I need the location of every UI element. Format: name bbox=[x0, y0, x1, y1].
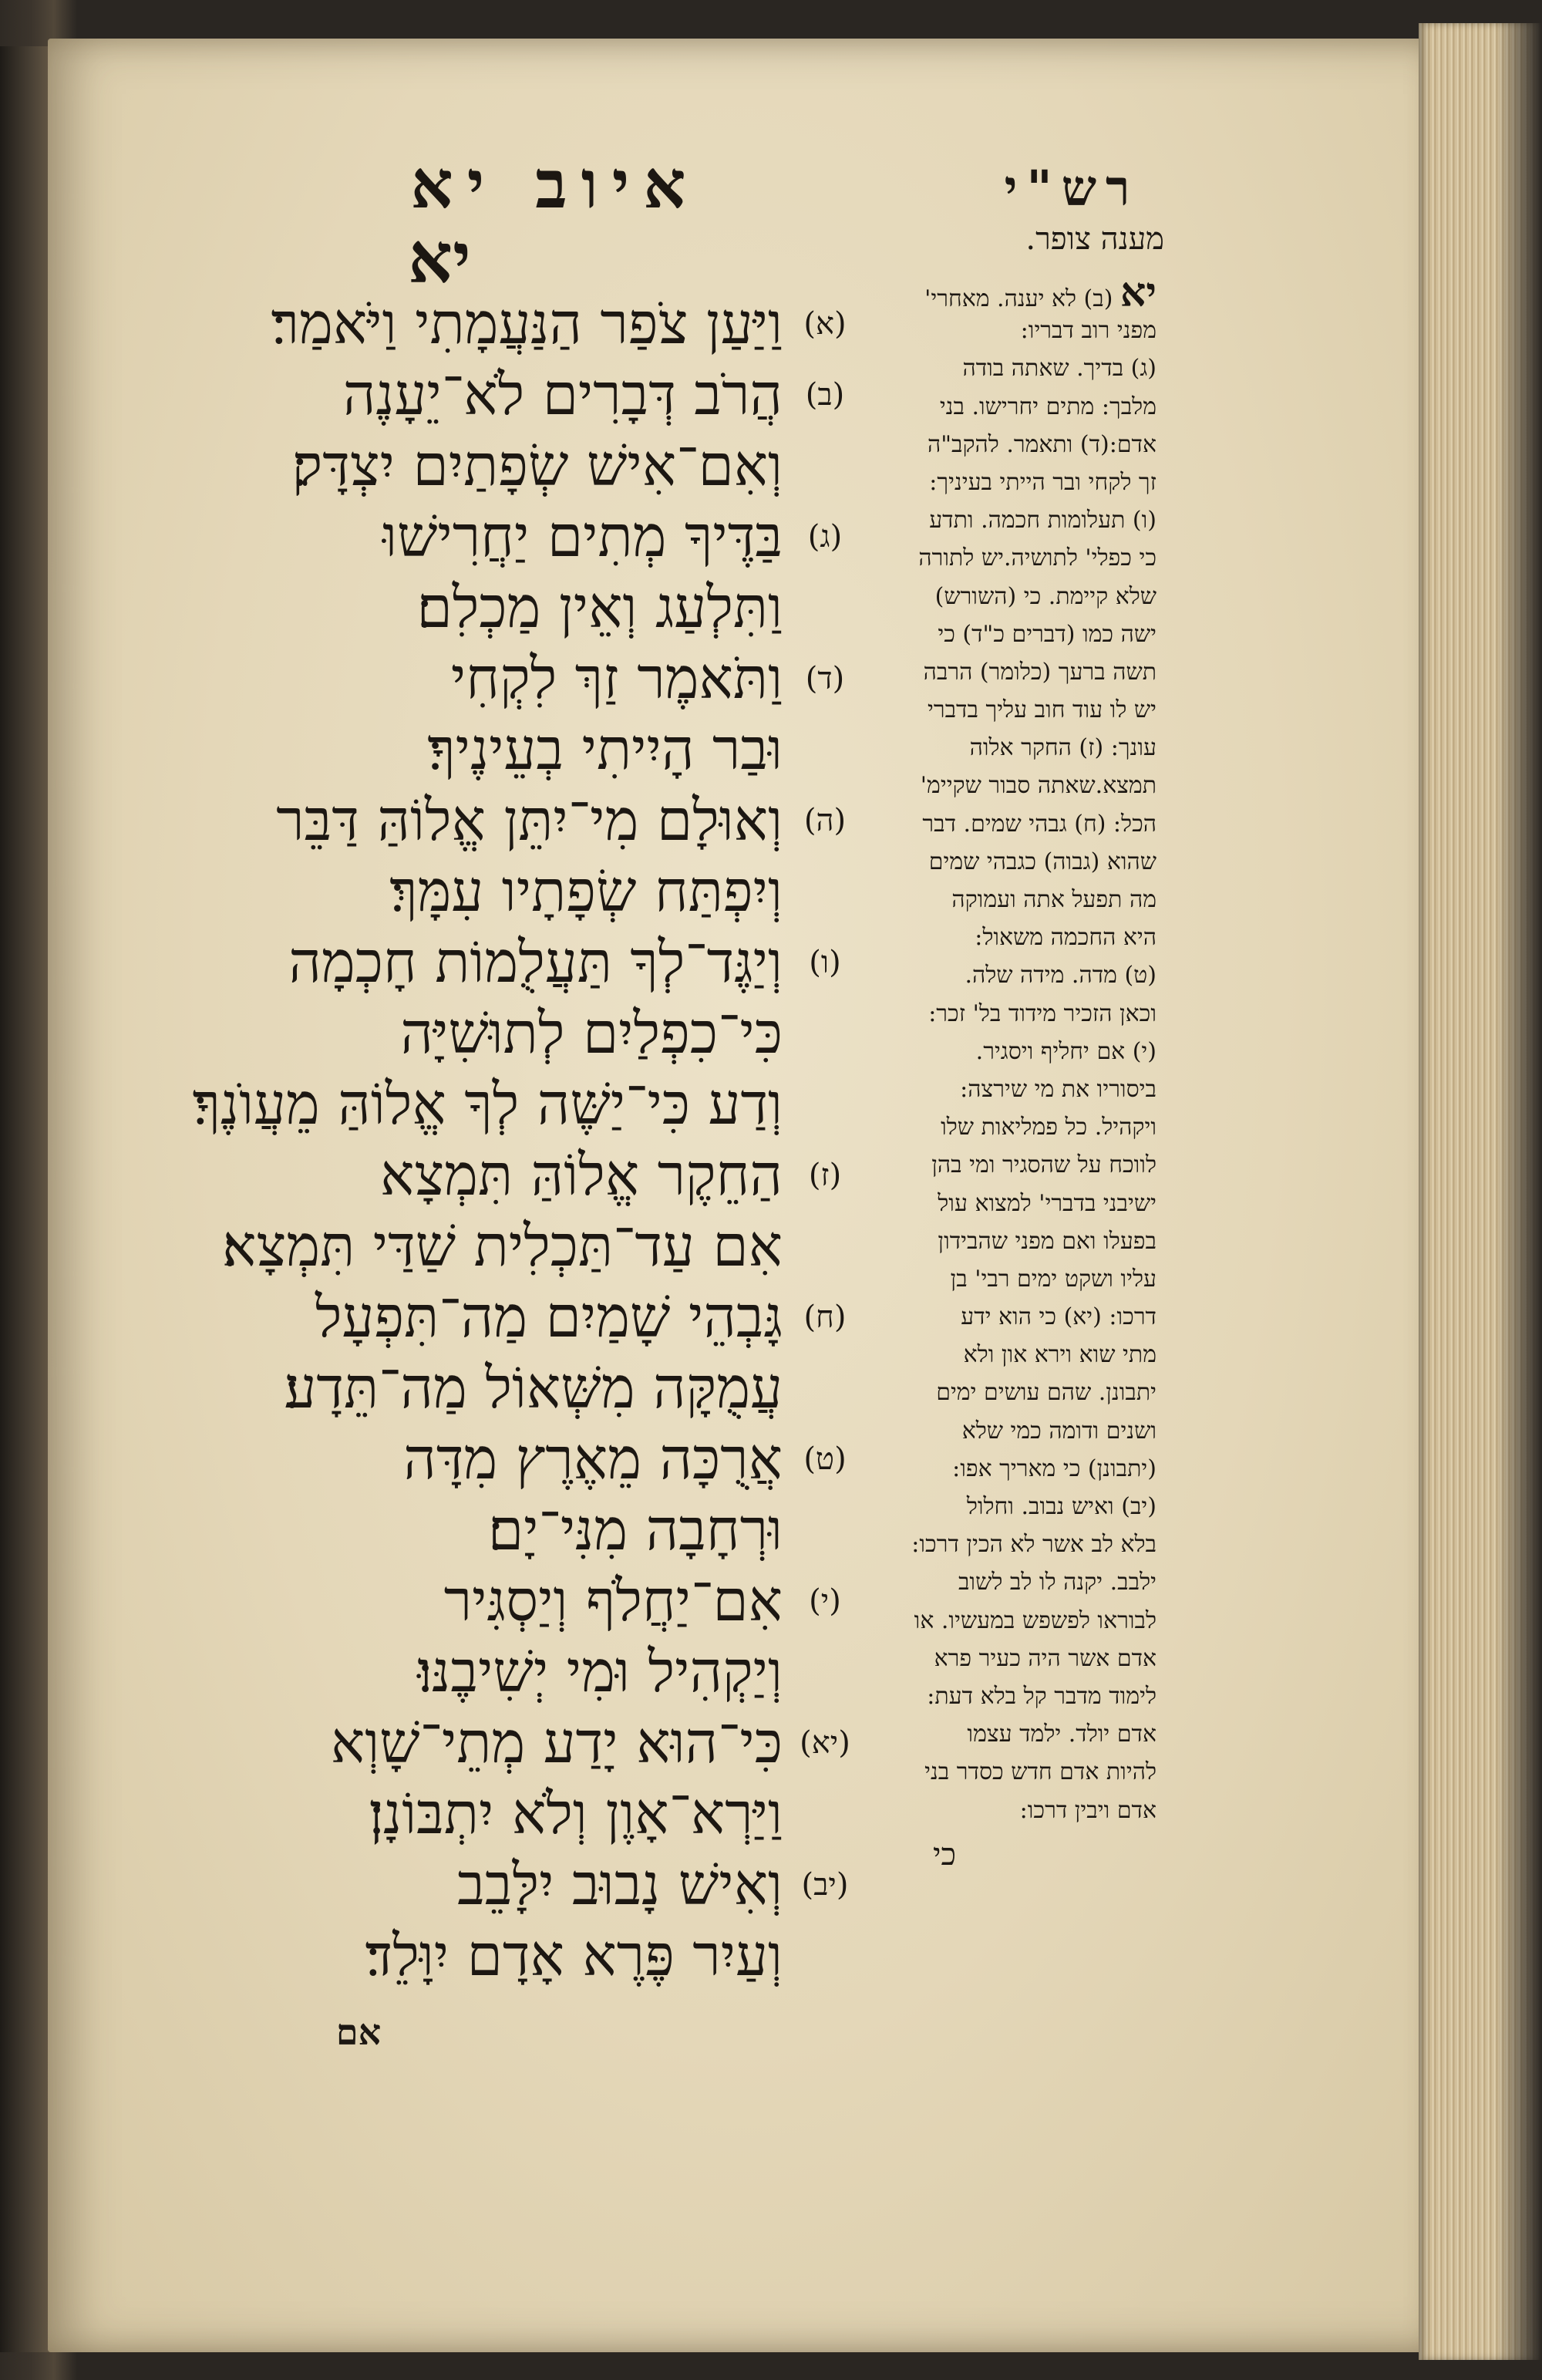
commentary-line: מה תפעל אתה ועמוקה bbox=[951, 886, 1156, 913]
commentary-chapter-ref: יא bbox=[1119, 274, 1156, 312]
commentary-line bbox=[891, 274, 1156, 312]
commentary-line: לימוד מדבר קל בלא דעת: bbox=[927, 1682, 1156, 1710]
verse-number: (י) bbox=[809, 1583, 841, 1619]
page-stack-edge bbox=[1419, 23, 1542, 2360]
verse-number: (ז) bbox=[808, 1158, 842, 1193]
verse-text: וּרְחָבָה מִנִּי־יָם׃ bbox=[487, 1497, 783, 1563]
verse-line bbox=[73, 1492, 867, 1569]
commentary-line: הכל: (ח) גבהי שמים. דבר bbox=[922, 810, 1156, 838]
commentary-line: כי כפלי' לתושיה.יש לתורה bbox=[918, 544, 1156, 572]
commentary-line: (י) אם יחליף ויסגיר. bbox=[975, 1037, 1156, 1065]
commentary-line: שהוא (גבוה) כגבהי שמים bbox=[928, 848, 1156, 875]
verse-text: כִּי־כִפְלַיִם לְתוּשִׁיָּה bbox=[400, 1000, 783, 1067]
verse-line bbox=[73, 1704, 867, 1782]
signature-mark: אם bbox=[335, 2011, 382, 2053]
chapter-number: יא bbox=[408, 217, 471, 299]
verse-text: עֲמֻקָּה מִשְּׁאוֹל מַה־תֵּדָע׃ bbox=[284, 1355, 783, 1421]
verse-number: (ח) bbox=[803, 1300, 847, 1335]
verse-text: וְאוּלָם מִי־יִתֵּן אֱלוֹהַּ דַּבֵּר bbox=[276, 787, 783, 854]
verse-line bbox=[73, 995, 867, 1072]
verse-line bbox=[73, 285, 867, 362]
commentary-line: ויקהיל. כל פמליאות שלו bbox=[941, 1114, 1156, 1141]
commentary-line: אדם אשר היה כעיר פרא bbox=[934, 1644, 1156, 1672]
verse-line bbox=[73, 924, 867, 1001]
commentary-line: יש לו עוד חוב עליך בדברי bbox=[927, 696, 1156, 724]
verse-line bbox=[73, 1775, 867, 1852]
commentary-line: (ו) תעלומות חכמה. ותדע bbox=[929, 507, 1156, 534]
verse-text: גָּבְהֵי שָׁמַיִם מַה־תִּפְעָל bbox=[315, 1284, 783, 1350]
verse-number: (א) bbox=[803, 306, 847, 342]
commentary-line: עליו ושקט ימים רבי' בן bbox=[950, 1265, 1156, 1293]
verse-text: וְאִם־אִישׁ שְׂפָתַיִם יִצְדָּק׃ bbox=[291, 433, 783, 499]
commentary-heading: מענה צופר. bbox=[1025, 221, 1164, 257]
commentary-line: מתי שוא וירא און ולא bbox=[963, 1341, 1156, 1369]
verse-line bbox=[73, 711, 867, 788]
verse-line bbox=[73, 1917, 867, 1994]
verse-line bbox=[73, 853, 867, 930]
verse-text: וַיַּרְא־אָוֶן וְלֹא יִתְבּוֹנָן׃ bbox=[369, 1781, 783, 1847]
verse-line bbox=[73, 1846, 867, 1923]
commentary-line: אדם יולד. ילמד עצמו bbox=[967, 1721, 1156, 1748]
commentary-line: בפעלו ואם מפני שהבידון bbox=[938, 1227, 1156, 1255]
verse-number: (ד) bbox=[805, 661, 845, 696]
verse-text: אֲרֻכָּה מֵאֶרֶץ מִדָּה bbox=[403, 1426, 783, 1492]
commentary-column bbox=[891, 274, 1156, 1878]
verse-number: (ט) bbox=[803, 1441, 847, 1477]
commentary-line: תשה ברעך (כלומר) הרבה bbox=[923, 658, 1156, 686]
verse-line bbox=[73, 427, 867, 504]
commentary-line: (ג) בדיך. שאתה בודה bbox=[962, 355, 1156, 383]
commentary-line: יתבונן. שהם עושים ימים bbox=[936, 1379, 1156, 1407]
verse-number: (יב) bbox=[801, 1867, 849, 1903]
verse-number: (יא) bbox=[800, 1725, 850, 1761]
commentary-line: זך לקחי ובר הייתי בעיניך: bbox=[929, 468, 1156, 496]
commentary-line: לבוראו לפשפש במעשיו. או bbox=[914, 1606, 1156, 1634]
commentary-line: תמצא.שאתה סבור שקיימ' bbox=[920, 772, 1156, 800]
biblical-text-column bbox=[73, 285, 867, 2005]
verse-text: וַיַּעַן צֹפַר הַנַּעֲמָתִי וַיֹּאמַר׃ bbox=[271, 291, 783, 357]
verse-line bbox=[73, 1563, 867, 1640]
commentary-line: עונך: (ז) החקר אלוה bbox=[969, 734, 1156, 762]
running-head-commentary: רש"י bbox=[1004, 160, 1140, 217]
verse-line bbox=[73, 498, 867, 575]
verse-text: וְיִפְתַּח שְׂפָתָיו עִמָּךְ׃ bbox=[389, 858, 783, 925]
commentary-line: (יב) ואיש נבוב. וחלול bbox=[966, 1493, 1156, 1520]
commentary-line: אדם ויבין דרכו: bbox=[1019, 1796, 1156, 1824]
verse-text: וּבַר הָיִיתִי בְעֵינֶיךָ׃ bbox=[427, 716, 783, 783]
verse-line bbox=[73, 640, 867, 717]
verse-text: וַתֹּאמֶר זַךְ לִקְחִי bbox=[450, 646, 783, 712]
verse-text: הַחֵקֶר אֱלוֹהַּ תִּמְצָא bbox=[379, 1142, 783, 1209]
running-head-text: איוב יא bbox=[410, 146, 700, 224]
commentary-line: ישיבני בדברי' למצוא עול bbox=[938, 1189, 1156, 1217]
commentary-line-text: (ב) לא יענה. מאחרי' bbox=[924, 285, 1113, 312]
verse-line bbox=[73, 782, 867, 859]
commentary-line: ילבב. יקנה לו לב לשוב bbox=[958, 1569, 1156, 1596]
verse-line bbox=[73, 1421, 867, 1498]
commentary-line: ישה כמו (דברים כ"ד) כי bbox=[938, 620, 1156, 648]
commentary-line: ושנים ודומה כמי שלא bbox=[961, 1417, 1156, 1445]
verse-text: וְיַגֶּד־לְךָ תַּעֲלֻמוֹת חָכְמָה bbox=[288, 929, 783, 996]
commentary-line: מלבך: מתים יחרישו. בני bbox=[939, 393, 1156, 420]
binding-edge bbox=[0, 46, 54, 2352]
commentary-line: (ט) מדה. מידה שלה. bbox=[965, 962, 1156, 989]
verse-line bbox=[73, 1350, 867, 1427]
verse-line bbox=[73, 356, 867, 433]
commentary-line: בלא לב אשר לא הכין דרכו: bbox=[911, 1531, 1156, 1559]
verse-text: אִם עַד־תַּכְלִית שַׁדַּי תִּמְצָא׃ bbox=[222, 1213, 783, 1279]
verse-line bbox=[73, 1279, 867, 1356]
verse-text: וְעַיִר פֶּרֶא אָדָם יִוָּלֵד׃ bbox=[365, 1923, 783, 1989]
verse-line bbox=[73, 1633, 867, 1711]
verse-line bbox=[73, 1137, 867, 1214]
verse-text: הֲרֹב דְּבָרִים לֹא־יֵעָנֶה bbox=[342, 362, 783, 428]
commentary-line: מפני רוב דבריו: bbox=[1020, 317, 1156, 345]
verse-text: כִּי־הוּא יָדַע מְתֵי־שָׁוְא bbox=[330, 1710, 783, 1776]
catchword: כי bbox=[932, 1837, 957, 1873]
verse-text: בַּדֶּיךָ מְתִים יַחֲרִישׁוּ bbox=[382, 504, 783, 570]
verse-text: וַתִּלְעַג וְאֵין מַכְלִם׃ bbox=[416, 575, 783, 641]
verse-text: וְאִישׁ נָבוּב יִלָּבֵב bbox=[457, 1852, 783, 1918]
commentary-line: דרכו: (יא) כי הוא ידע bbox=[961, 1303, 1156, 1331]
verse-text: אִם־יַחֲלֹף וְיַסְגִּיר bbox=[443, 1568, 783, 1634]
commentary-line: אדם:(ד) ותאמר. להקב"ה bbox=[927, 430, 1156, 458]
commentary-line: שלא קיימת. כי (השורש) bbox=[934, 582, 1156, 610]
verse-line bbox=[73, 1066, 867, 1143]
commentary-line: לווכח על שהסגיר ומי בהן bbox=[931, 1151, 1156, 1179]
verse-number: (ה) bbox=[803, 803, 847, 838]
verse-line bbox=[73, 569, 867, 646]
verse-line bbox=[73, 1208, 867, 1285]
commentary-line: וכאן הזכיר מידוד בל' זכר: bbox=[928, 1000, 1156, 1027]
verse-number: (ו) bbox=[809, 945, 841, 980]
verse-text: וְדַע כִּי־יַשֶּׁה לְךָ אֱלוֹהַּ מֵעֲוֺנֶךָ׃ bbox=[192, 1071, 783, 1138]
commentary-line: (יתבונן) כי מאריך אפו: bbox=[952, 1455, 1156, 1482]
verse-number: (ג) bbox=[807, 519, 843, 555]
commentary-line: היא החכמה משאול: bbox=[975, 924, 1156, 952]
commentary-line: ביסוריו את מי שירצה: bbox=[960, 1075, 1156, 1103]
verse-number: (ב) bbox=[805, 377, 845, 413]
commentary-line: להיות אדם חדש כסדר בני bbox=[924, 1758, 1156, 1786]
verse-text: וְיַקְהִיל וּמִי יְשִׁיבֶנּוּ׃ bbox=[417, 1639, 783, 1705]
